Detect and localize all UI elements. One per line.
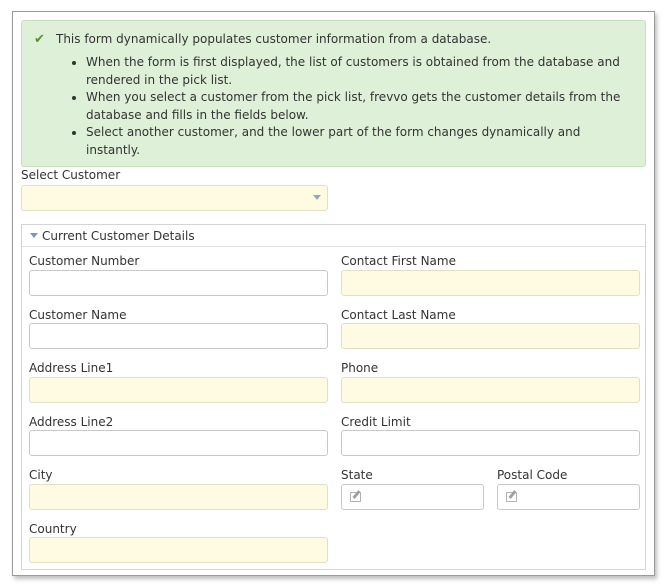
credit-limit-label: Credit Limit xyxy=(341,415,411,429)
address-line1-field[interactable] xyxy=(29,377,328,403)
credit-limit-field[interactable] xyxy=(341,430,640,456)
postal-code-label: Postal Code xyxy=(497,468,568,482)
address-line2-field[interactable] xyxy=(29,430,328,456)
country-field[interactable] xyxy=(29,537,328,563)
city-label: City xyxy=(29,468,53,482)
contact-first-name-label: Contact First Name xyxy=(341,254,456,268)
customer-number-label: Customer Number xyxy=(29,254,140,268)
phone-label: Phone xyxy=(341,361,379,375)
customer-name-label: Customer Name xyxy=(29,308,127,322)
info-bullet: • When you select a customer from the pick list, frevvo gets the customer details from the database and fills in the fields below. xyxy=(86,89,633,124)
info-bullet: • Select another customer, and the lower part of the form changes dynamically and instantly. xyxy=(86,124,633,159)
triangle-down-icon xyxy=(30,233,38,238)
customer-number-field[interactable] xyxy=(29,270,328,296)
country-label: Country xyxy=(29,522,77,536)
contact-first-name-field[interactable] xyxy=(341,270,640,296)
customer-name-field[interactable] xyxy=(29,323,328,349)
select-customer-dropdown[interactable] xyxy=(21,185,328,211)
state-field[interactable] xyxy=(341,484,484,510)
address-line1-label: Address Line1 xyxy=(29,361,114,375)
postal-code-field[interactable] xyxy=(497,484,640,510)
select-customer-label: Select Customer xyxy=(21,168,121,182)
panel-title: Current Customer Details xyxy=(42,229,195,243)
contact-last-name-field[interactable] xyxy=(341,323,640,349)
panel-header[interactable] xyxy=(22,225,645,247)
address-line2-label: Address Line2 xyxy=(29,415,114,429)
edit-icon xyxy=(506,492,517,502)
info-bullets xyxy=(54,54,633,159)
phone-field[interactable] xyxy=(341,377,640,403)
info-bullet: • When the form is first displayed, the list of customers is obtained from the database and rendered in the pick list. xyxy=(86,54,633,89)
city-field[interactable] xyxy=(29,484,328,510)
chevron-down-icon xyxy=(313,195,321,200)
contact-last-name-label: Contact Last Name xyxy=(341,308,456,322)
info-message xyxy=(21,20,646,167)
state-label: State xyxy=(341,468,373,482)
customer-details-panel xyxy=(21,224,646,570)
form-container xyxy=(12,11,655,576)
edit-icon xyxy=(350,492,361,502)
info-headline: This form dynamically populates customer information from a database. xyxy=(56,32,492,46)
check-icon: ✔ xyxy=(34,32,45,47)
